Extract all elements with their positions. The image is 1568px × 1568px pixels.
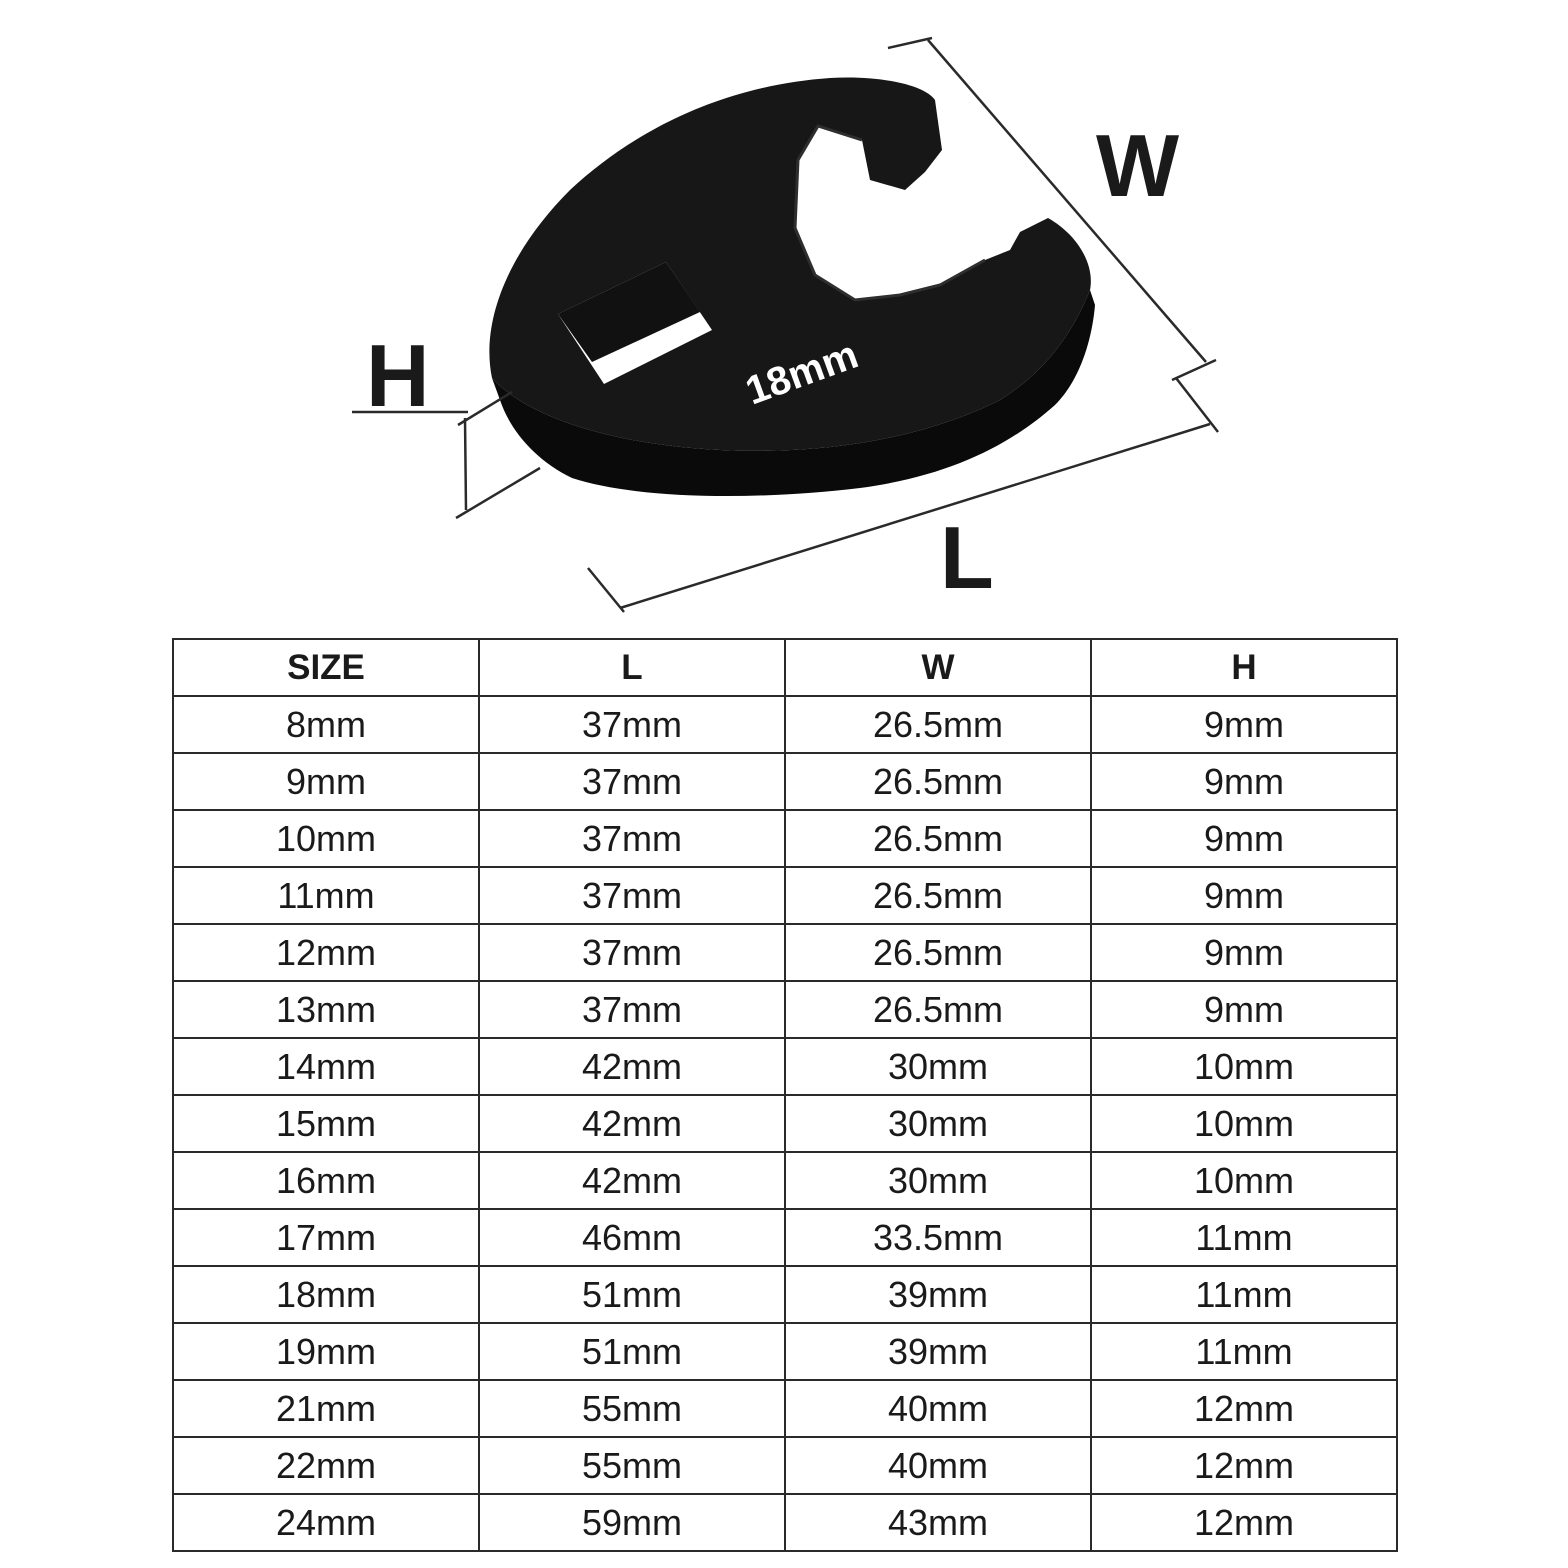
wrench-illustration bbox=[489, 77, 1095, 496]
table-row bbox=[173, 1437, 1397, 1494]
table-row bbox=[173, 1095, 1397, 1152]
cell-size: 18mm bbox=[173, 1266, 479, 1323]
cell-width: 30mm bbox=[785, 1152, 1091, 1209]
table-row bbox=[173, 1038, 1397, 1095]
cell-size: 17mm bbox=[173, 1209, 479, 1266]
header-size: SIZE bbox=[173, 639, 479, 696]
length-ext-left bbox=[588, 568, 624, 612]
table-row bbox=[173, 810, 1397, 867]
header-length: L bbox=[479, 639, 785, 696]
cell-size: 10mm bbox=[173, 810, 479, 867]
cell-width: 40mm bbox=[785, 1437, 1091, 1494]
table-row bbox=[173, 753, 1397, 810]
table-row bbox=[173, 867, 1397, 924]
cell-height: 9mm bbox=[1091, 924, 1397, 981]
cell-size: 15mm bbox=[173, 1095, 479, 1152]
cell-length: 46mm bbox=[479, 1209, 785, 1266]
table-row bbox=[173, 1494, 1397, 1551]
cell-height: 12mm bbox=[1091, 1437, 1397, 1494]
cell-size: 21mm bbox=[173, 1380, 479, 1437]
cell-height: 9mm bbox=[1091, 810, 1397, 867]
height-ext-bottom-diag bbox=[456, 468, 540, 518]
cell-height: 9mm bbox=[1091, 981, 1397, 1038]
cell-height: 12mm bbox=[1091, 1380, 1397, 1437]
table-row bbox=[173, 1323, 1397, 1380]
cell-width: 30mm bbox=[785, 1038, 1091, 1095]
table-row bbox=[173, 924, 1397, 981]
table-row bbox=[173, 696, 1397, 753]
cell-width: 43mm bbox=[785, 1494, 1091, 1551]
cell-length: 37mm bbox=[479, 867, 785, 924]
cell-length: 37mm bbox=[479, 810, 785, 867]
cell-size: 13mm bbox=[173, 981, 479, 1038]
cell-height: 9mm bbox=[1091, 867, 1397, 924]
table-row bbox=[173, 1209, 1397, 1266]
cell-length: 37mm bbox=[479, 696, 785, 753]
cell-height: 12mm bbox=[1091, 1494, 1397, 1551]
cell-size: 14mm bbox=[173, 1038, 479, 1095]
cell-length: 37mm bbox=[479, 981, 785, 1038]
width-ext-top bbox=[888, 38, 932, 48]
header-height: H bbox=[1091, 639, 1397, 696]
length-ext-right bbox=[1176, 378, 1218, 432]
cell-width: 26.5mm bbox=[785, 696, 1091, 753]
cell-length: 42mm bbox=[479, 1152, 785, 1209]
cell-length: 42mm bbox=[479, 1095, 785, 1152]
cell-width: 40mm bbox=[785, 1380, 1091, 1437]
cell-size: 22mm bbox=[173, 1437, 479, 1494]
table-row bbox=[173, 1380, 1397, 1437]
cell-width: 26.5mm bbox=[785, 924, 1091, 981]
width-ext-bottom bbox=[1172, 360, 1216, 380]
cell-length: 51mm bbox=[479, 1266, 785, 1323]
cell-height: 10mm bbox=[1091, 1152, 1397, 1209]
cell-width: 26.5mm bbox=[785, 810, 1091, 867]
height-dim-line bbox=[465, 418, 466, 510]
cell-size: 9mm bbox=[173, 753, 479, 810]
table-body bbox=[173, 696, 1397, 1551]
size-specification-table bbox=[172, 638, 1398, 1552]
cell-height: 11mm bbox=[1091, 1209, 1397, 1266]
cell-width: 26.5mm bbox=[785, 753, 1091, 810]
cell-length: 37mm bbox=[479, 753, 785, 810]
cell-height: 9mm bbox=[1091, 753, 1397, 810]
cell-width: 30mm bbox=[785, 1095, 1091, 1152]
header-width: W bbox=[785, 639, 1091, 696]
cell-size: 16mm bbox=[173, 1152, 479, 1209]
width-label: W bbox=[1096, 116, 1180, 215]
cell-length: 55mm bbox=[479, 1380, 785, 1437]
cell-width: 39mm bbox=[785, 1266, 1091, 1323]
height-label: H bbox=[366, 326, 430, 425]
cell-length: 42mm bbox=[479, 1038, 785, 1095]
cell-size: 8mm bbox=[173, 696, 479, 753]
size-engraving: 18mm bbox=[740, 332, 864, 414]
cell-width: 26.5mm bbox=[785, 867, 1091, 924]
cell-height: 11mm bbox=[1091, 1266, 1397, 1323]
cell-width: 33.5mm bbox=[785, 1209, 1091, 1266]
cell-height: 10mm bbox=[1091, 1095, 1397, 1152]
cell-width: 26.5mm bbox=[785, 981, 1091, 1038]
cell-length: 55mm bbox=[479, 1437, 785, 1494]
table-row bbox=[173, 981, 1397, 1038]
cell-size: 11mm bbox=[173, 867, 479, 924]
cell-size: 19mm bbox=[173, 1323, 479, 1380]
cell-length: 59mm bbox=[479, 1494, 785, 1551]
length-label: L bbox=[940, 508, 994, 607]
crowfoot-wrench-diagram bbox=[0, 0, 1568, 630]
cell-size: 24mm bbox=[173, 1494, 479, 1551]
cell-height: 9mm bbox=[1091, 696, 1397, 753]
cell-size: 12mm bbox=[173, 924, 479, 981]
table-header-row bbox=[173, 639, 1397, 696]
table-row bbox=[173, 1152, 1397, 1209]
cell-length: 37mm bbox=[479, 924, 785, 981]
cell-width: 39mm bbox=[785, 1323, 1091, 1380]
cell-length: 51mm bbox=[479, 1323, 785, 1380]
cell-height: 10mm bbox=[1091, 1038, 1397, 1095]
table-row bbox=[173, 1266, 1397, 1323]
cell-height: 11mm bbox=[1091, 1323, 1397, 1380]
